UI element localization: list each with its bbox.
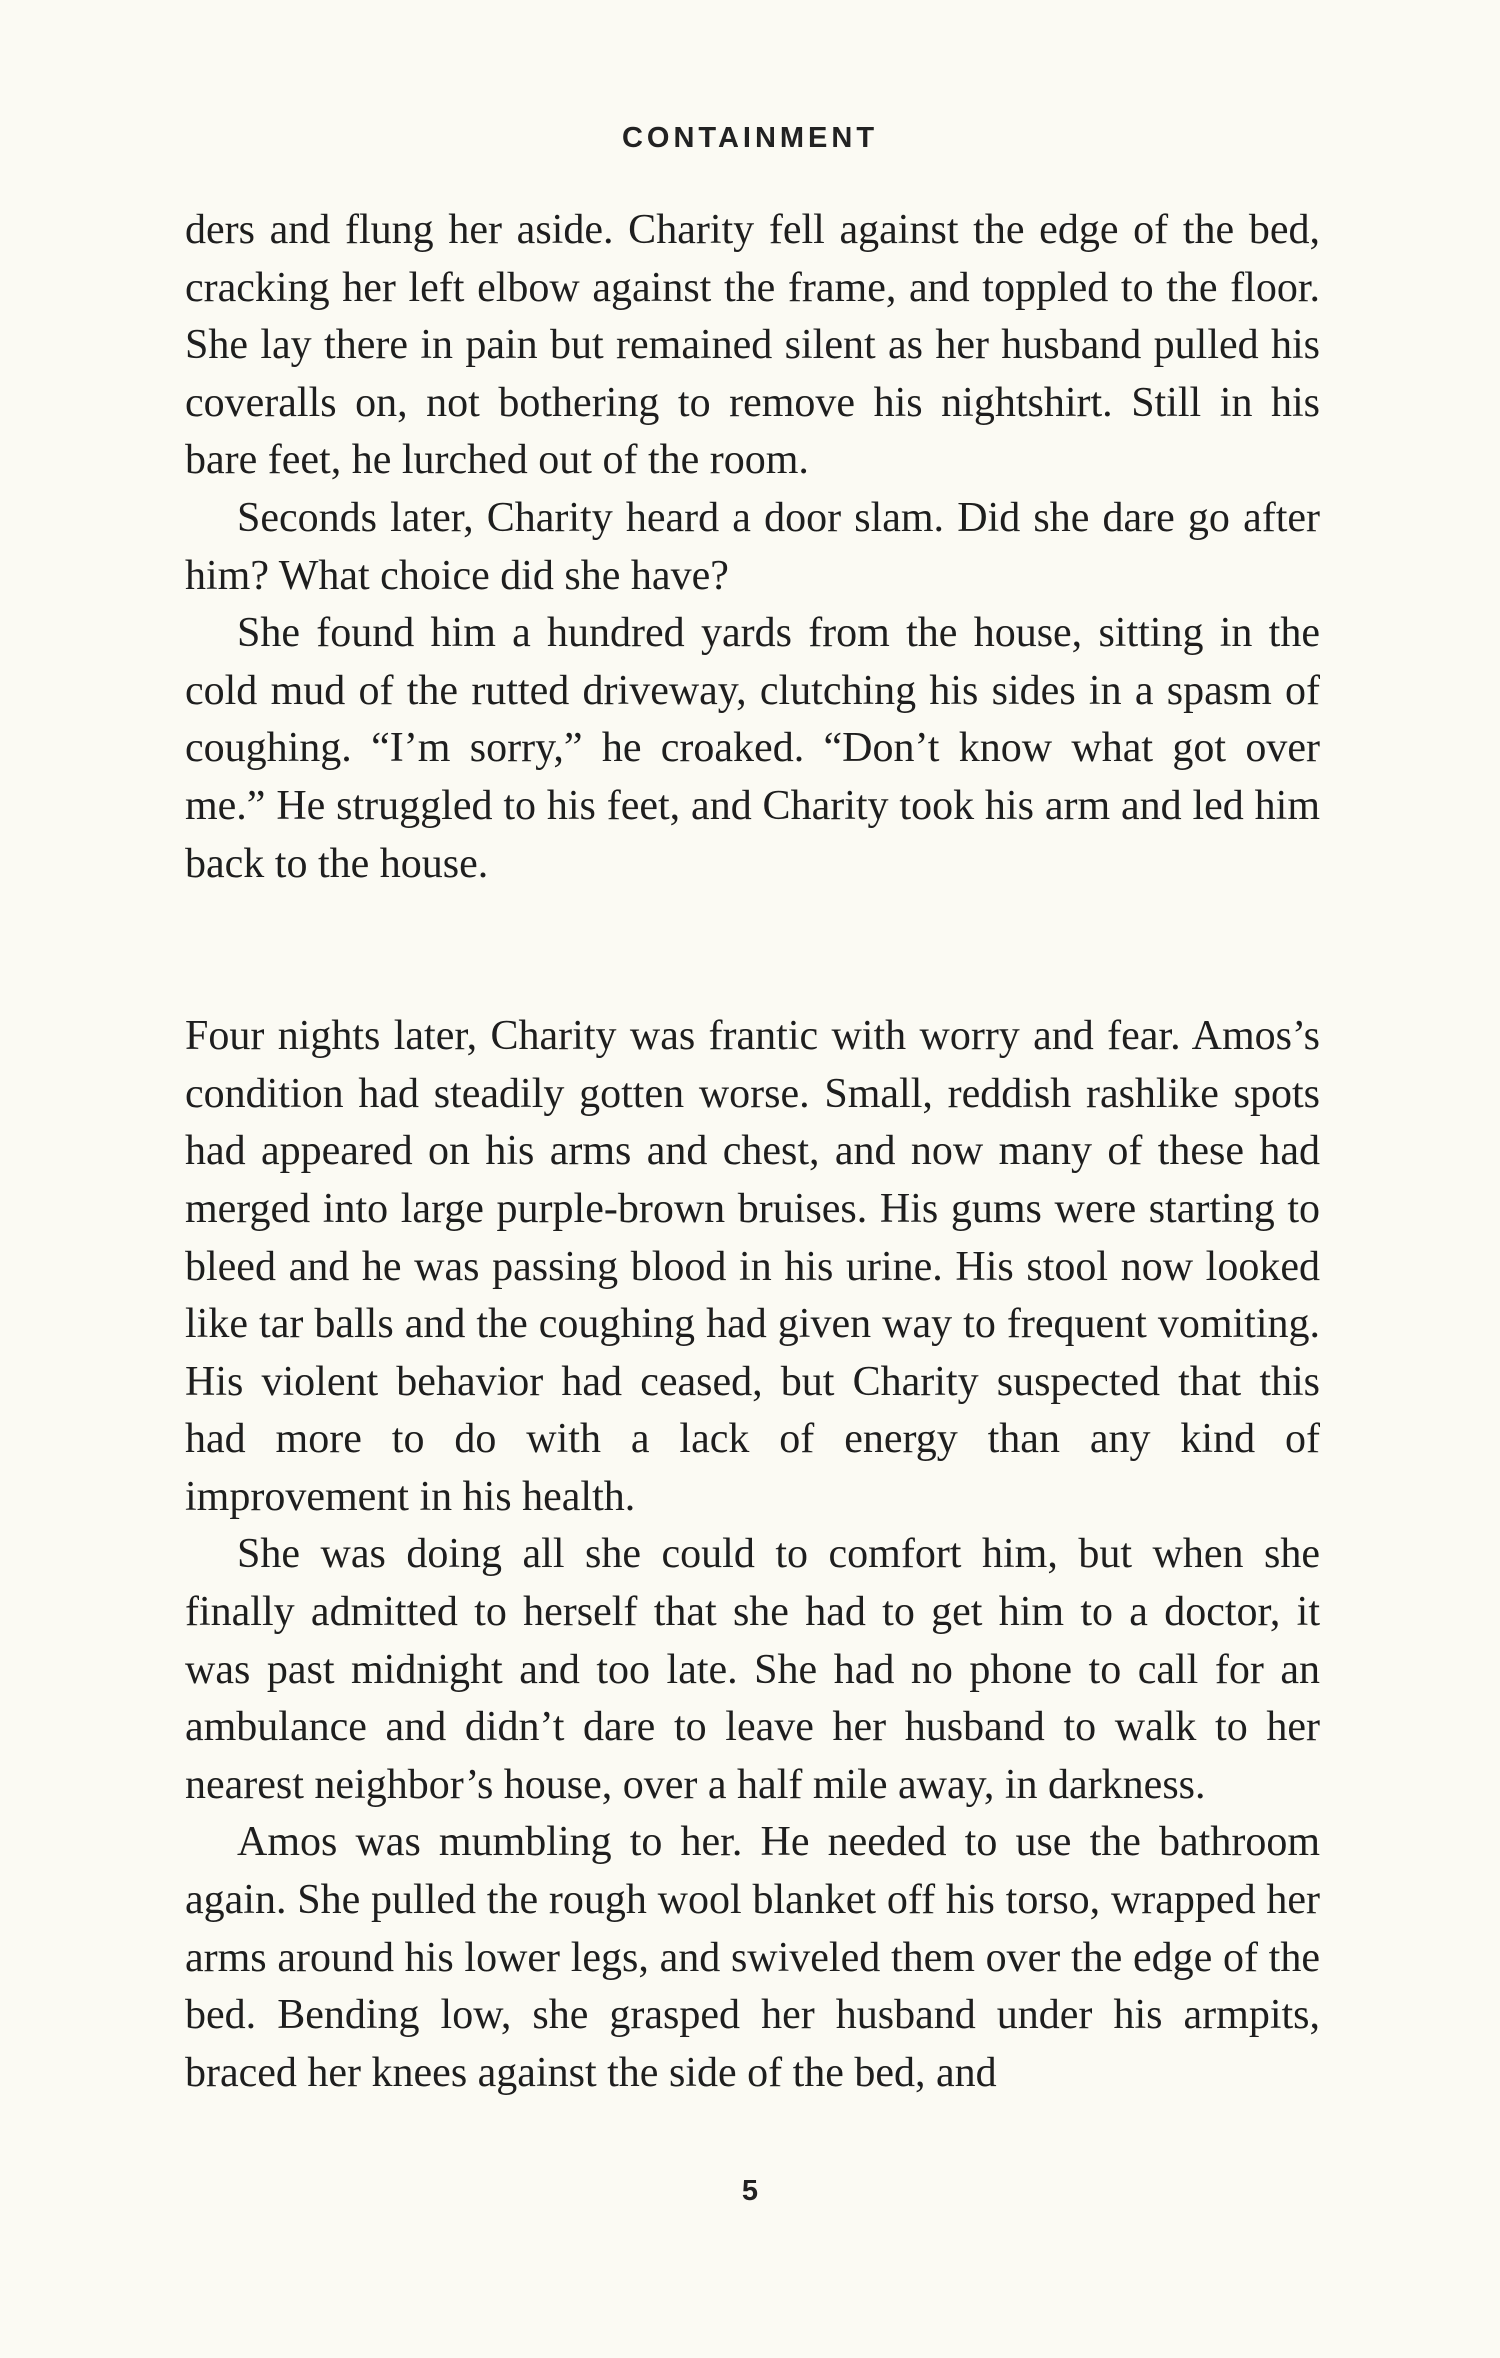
running-head: CONTAINMENT xyxy=(621,122,879,154)
paragraph: Four nights later, Charity was frantic with worry and fear. Amos’s condition had steadily gotten worse. Small, reddish rashlike spots had appeared on his arms and chest, and now many of these had merged into large purple-brown bruises. His gums were starting to bleed and he was passing blood in his urine. His stool now looked like tar balls and the coughing had given way to frequent vomiting. His violent behavior had ceased, but Charity suspected that this had more to do with a lack of energy than any kind of improvement in his health. xyxy=(185,1013,1320,1520)
page-number: 5 xyxy=(741,2175,759,2207)
section-break xyxy=(185,893,1320,1008)
paragraph: She was doing all she could to comfort him, but when she finally admitted to herself that she had to get him to a doctor, it was past midnight and too late. She had no phone to call for an ambulance and didn’t dare to leave her husband to walk to her nearest neighbor’s house, over a half mile away, in darkness. xyxy=(185,1531,1320,1808)
body-text xyxy=(185,202,1320,2102)
paragraph: Amos was mumbling to her. He needed to use the bathroom again. She pulled the rough wool blanket off his torso, wrapped her arms around his lower legs, and swiveled them over the edge of the bed. Bending low, she grasped her husband under his armpits, braced her knees against the side of the bed, and xyxy=(185,1819,1320,2096)
paragraph: Seconds later, Charity heard a door slam. Did she dare go after him? What choice did she have? xyxy=(185,494,1320,599)
paragraph: She found him a hundred yards from the house, sitting in the cold mud of the rutted driveway, clutching his sides in a spasm of coughing. “I’m sorry,” he croaked. “Don’t know what got over me.” He struggled to his feet, and Charity took his arm and led him back to the house. xyxy=(185,610,1320,887)
paragraph: ders and flung her aside. Charity fell against the edge of the bed, cracking her left elbow against the frame, and toppled to the floor. She lay there in pain but remained silent as her husband pulled his coveralls on, not bothering to remove his nightshirt. Still in his bare feet, he lurched out of the room. xyxy=(185,207,1320,484)
